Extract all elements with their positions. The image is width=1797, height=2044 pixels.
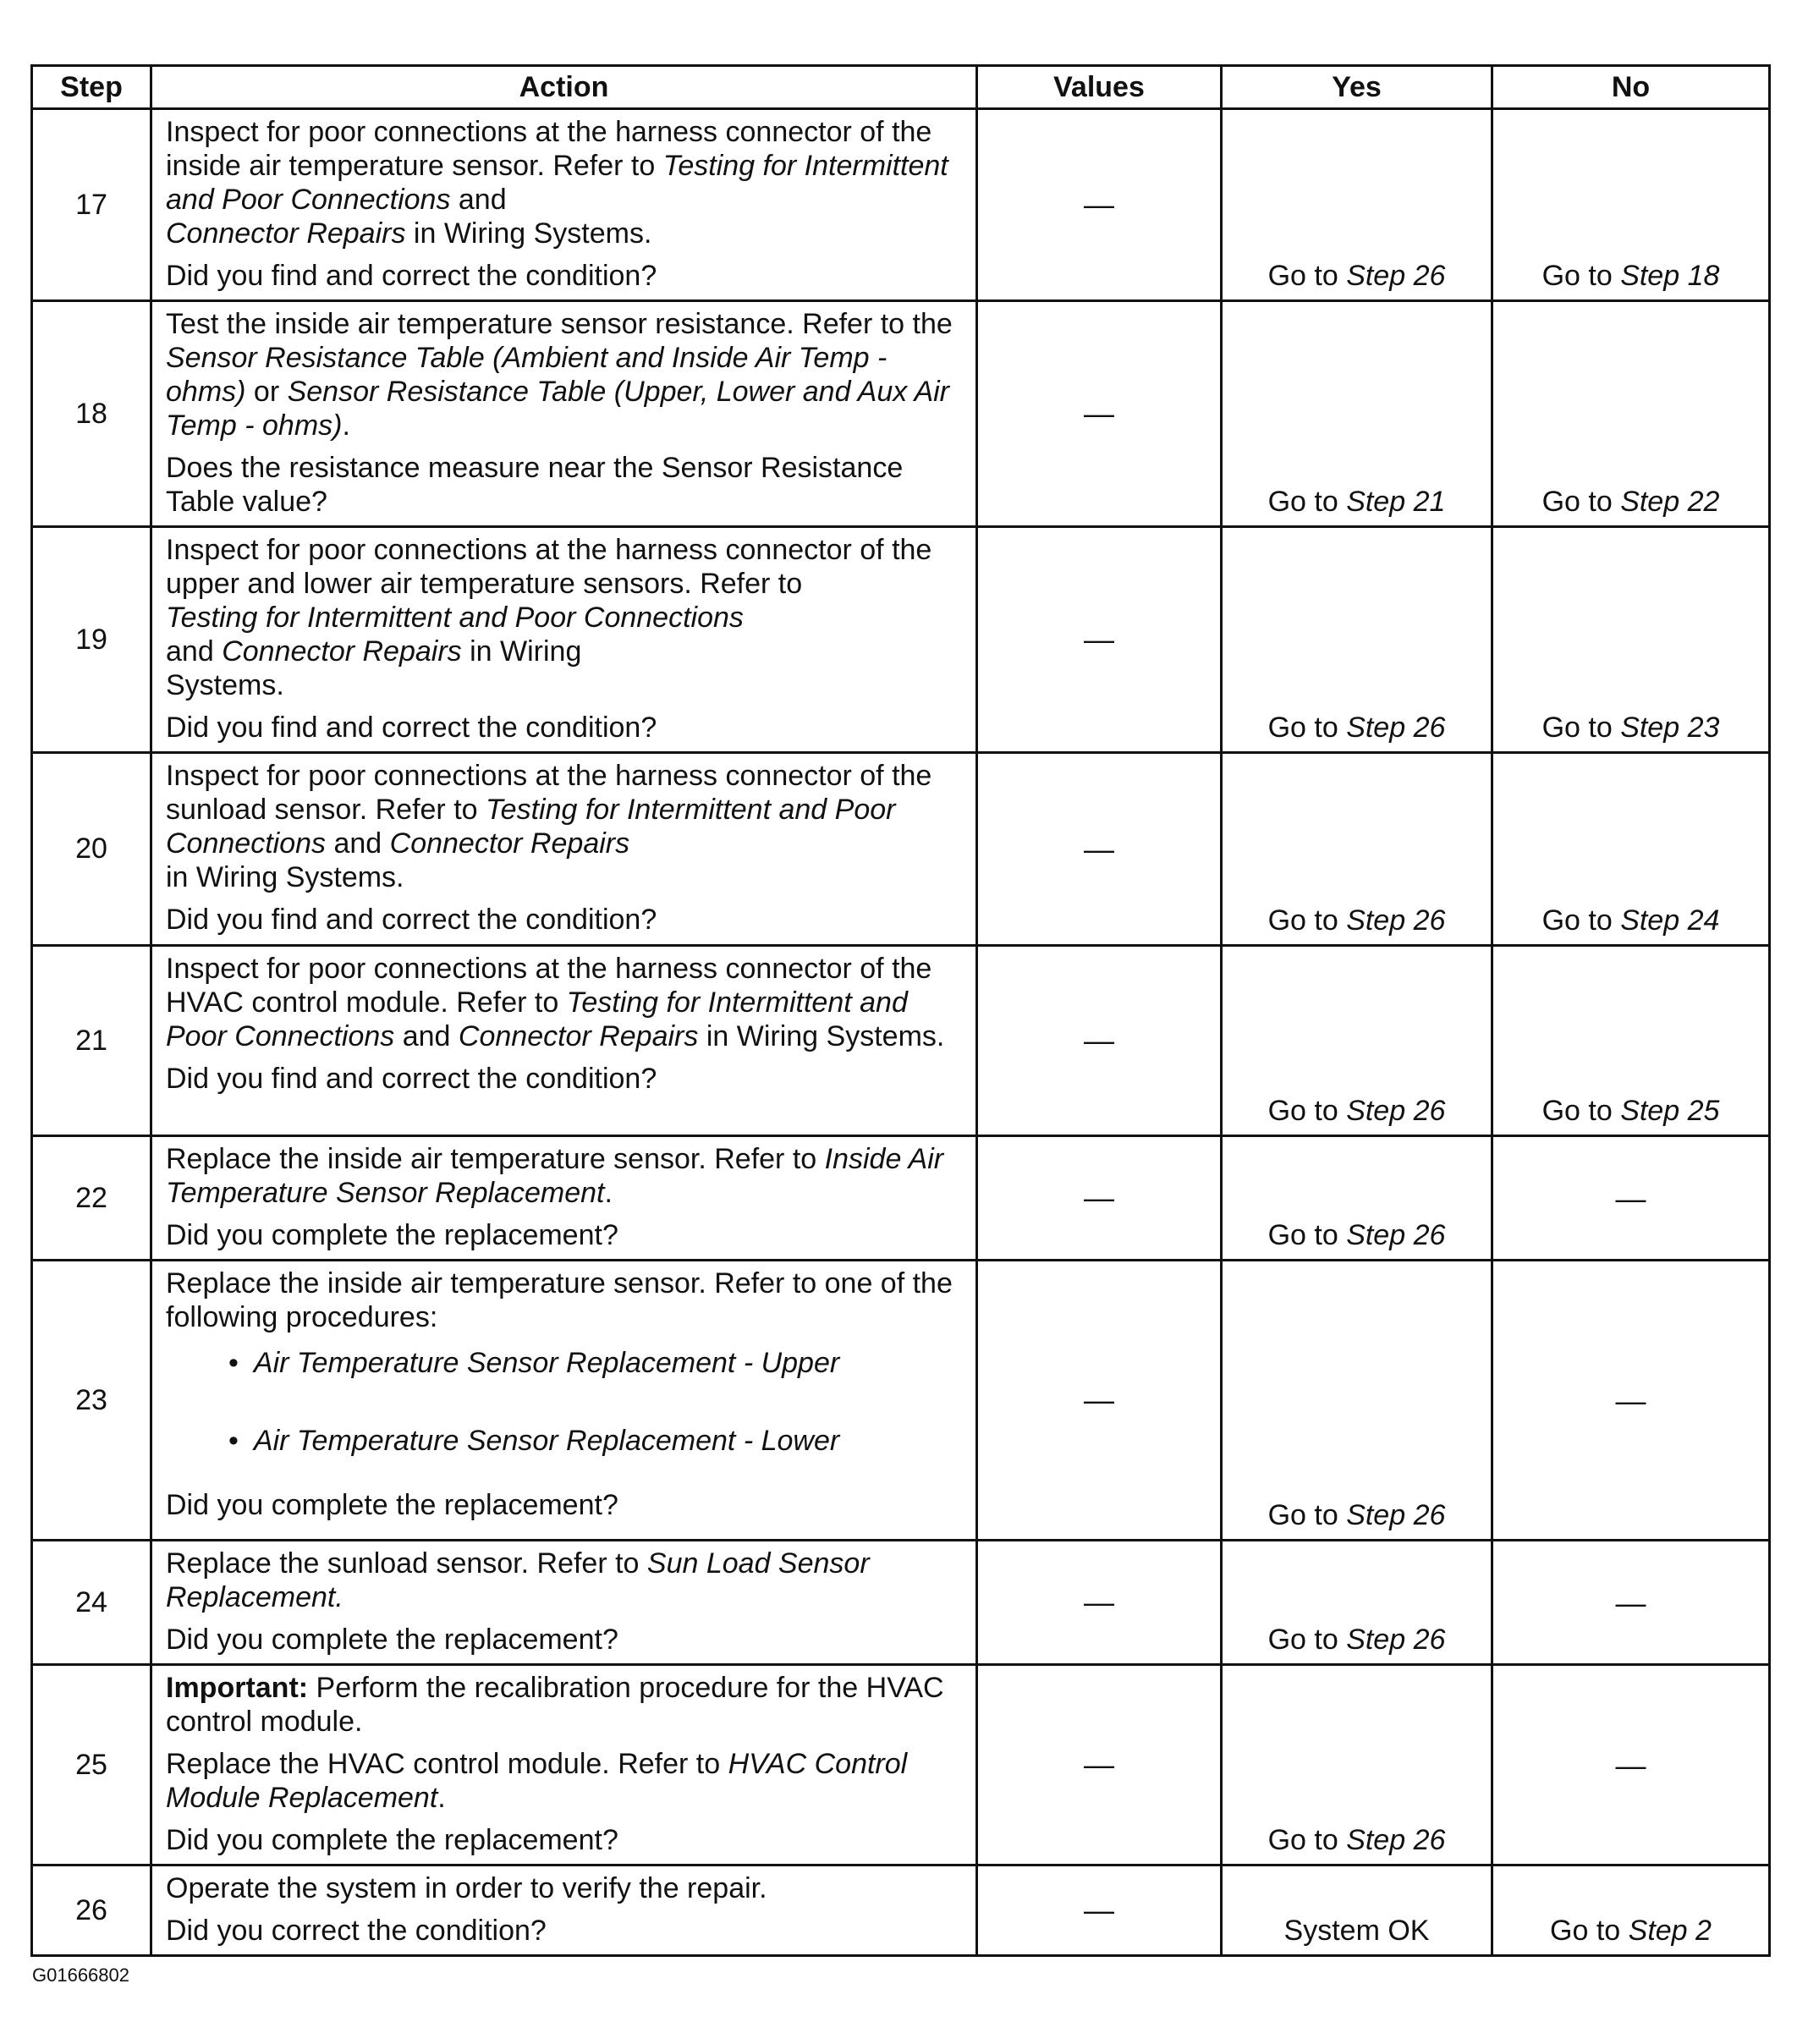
no-cell: Go to Step 25 [1492, 946, 1770, 1136]
action-text: Inspect for poor connections at the harness connector of the inside air temperature sensor. Refer to Testing for Intermittent and Poor Connections and Connector Repairs in Wiring Systems. [166, 116, 948, 250]
action-cell [151, 1865, 977, 1956]
action-question: Did you find and correct the condition? [166, 904, 657, 936]
action-question: Did you correct the condition? [166, 1915, 547, 1947]
values-cell: — [977, 1665, 1222, 1865]
no-cell: — [1492, 1136, 1770, 1261]
action-cell [151, 109, 977, 301]
values-cell: — [977, 1136, 1222, 1261]
column-header-yes: Yes [1222, 66, 1492, 109]
action-question: Did you complete the replacement? [166, 1219, 618, 1251]
action-text: Replace the inside air temperature sensor. Refer to Inside Air Temperature Sensor Replacement. [166, 1143, 944, 1209]
yes-cell: Go to Step 26 [1222, 753, 1492, 946]
action-text: Inspect for poor connections at the harness connector of the sunload sensor. Refer to Testing for Intermittent and Poor Connections and Connector Repairs in Wiring Systems. [166, 760, 932, 893]
action-cell [151, 1541, 977, 1665]
action-text: Inspect for poor connections at the harness connector of the HVAC control module. Refer to Testing for Intermittent and Poor Connections and Connector Repairs in Wiring Systems. [166, 953, 945, 1052]
step-number: 22 [32, 1136, 151, 1261]
important-note: Important: Perform the recalibration procedure for the HVAC control module. [166, 1672, 944, 1738]
yes-cell: Go to Step 26 [1222, 109, 1492, 301]
action-cell [151, 1665, 977, 1865]
action-text: Replace the HVAC control module. Refer to HVAC Control Module Replacement. [166, 1748, 908, 1814]
procedure-list [195, 1346, 964, 1458]
yes-cell: Go to Step 26 [1222, 1261, 1492, 1541]
no-cell: — [1492, 1261, 1770, 1541]
action-cell [151, 1261, 977, 1541]
step-number: 17 [32, 109, 151, 301]
action-question: Did you find and correct the condition? [166, 1063, 657, 1095]
values-cell: — [977, 1865, 1222, 1956]
no-cell: Go to Step 18 [1492, 109, 1770, 301]
figure-id: G01666802 [32, 1964, 129, 1986]
table-row [32, 1665, 1770, 1865]
diagnostic-table [30, 64, 1771, 1957]
yes-cell: Go to Step 26 [1222, 527, 1492, 753]
yes-cell: Go to Step 21 [1222, 301, 1492, 527]
no-cell: Go to Step 24 [1492, 753, 1770, 946]
table-row [32, 109, 1770, 301]
yes-cell: System OK [1222, 1865, 1492, 1956]
values-cell: — [977, 1541, 1222, 1665]
yes-cell: Go to Step 26 [1222, 1541, 1492, 1665]
step-number: 18 [32, 301, 151, 527]
action-text: Test the inside air temperature sensor resistance. Refer to the Sensor Resistance Table (Ambient and Inside Air Temp - ohms) or Sensor Resistance Table (Upper, Lower and Aux Air Temp - ohms). [166, 308, 953, 442]
step-number: 23 [32, 1261, 151, 1541]
step-number: 24 [32, 1541, 151, 1665]
values-cell: — [977, 753, 1222, 946]
table-row [32, 301, 1770, 527]
list-item: • Air Temperature Sensor Replacement - Upper [228, 1346, 964, 1380]
action-cell [151, 946, 977, 1136]
table-row [32, 1541, 1770, 1665]
action-question: Did you complete the replacement? [166, 1489, 618, 1521]
values-cell: — [977, 109, 1222, 301]
yes-cell: Go to Step 26 [1222, 1136, 1492, 1261]
table-row [32, 1261, 1770, 1541]
action-text: Replace the sunload sensor. Refer to Sun Load Sensor Replacement. [166, 1547, 870, 1613]
values-cell: — [977, 301, 1222, 527]
action-question: Did you find and correct the condition? [166, 712, 657, 744]
action-text: Operate the system in order to verify the repair. [166, 1872, 767, 1904]
action-cell [151, 1136, 977, 1261]
yes-cell: Go to Step 26 [1222, 1665, 1492, 1865]
action-question: Did you complete the replacement? [166, 1824, 618, 1856]
no-cell: — [1492, 1541, 1770, 1665]
column-header-action: Action [151, 66, 977, 109]
table-row [32, 527, 1770, 753]
list-item: • Air Temperature Sensor Replacement - Lower [228, 1424, 964, 1458]
values-cell: — [977, 527, 1222, 753]
table-row [32, 946, 1770, 1136]
table-row [32, 753, 1770, 946]
step-number: 26 [32, 1865, 151, 1956]
no-cell: Go to Step 23 [1492, 527, 1770, 753]
no-cell: — [1492, 1665, 1770, 1865]
action-text: Replace the inside air temperature sensor. Refer to one of the following procedures: [166, 1267, 953, 1333]
column-header-no: No [1492, 66, 1770, 109]
values-cell: — [977, 946, 1222, 1136]
action-question: Did you find and correct the condition? [166, 260, 657, 292]
no-cell: Go to Step 2 [1492, 1865, 1770, 1956]
action-question: Does the resistance measure near the Sensor Resistance Table value? [166, 452, 904, 518]
action-cell [151, 527, 977, 753]
action-text: Inspect for poor connections at the harness connector of the upper and lower air temperature sensors. Refer to Testing for Intermittent and Poor Connections and Connector Repairs in Wiring Systems. [166, 534, 932, 701]
step-number: 21 [32, 946, 151, 1136]
values-cell: — [977, 1261, 1222, 1541]
step-number: 25 [32, 1665, 151, 1865]
step-number: 20 [32, 753, 151, 946]
no-cell: Go to Step 22 [1492, 301, 1770, 527]
table-header-row [32, 66, 1770, 109]
step-number: 19 [32, 527, 151, 753]
table-row [32, 1136, 1770, 1261]
column-header-step: Step [32, 66, 151, 109]
yes-cell: Go to Step 26 [1222, 946, 1492, 1136]
table-row [32, 1865, 1770, 1956]
action-cell [151, 301, 977, 527]
column-header-values: Values [977, 66, 1222, 109]
action-question: Did you complete the replacement? [166, 1624, 618, 1656]
action-cell [151, 753, 977, 946]
